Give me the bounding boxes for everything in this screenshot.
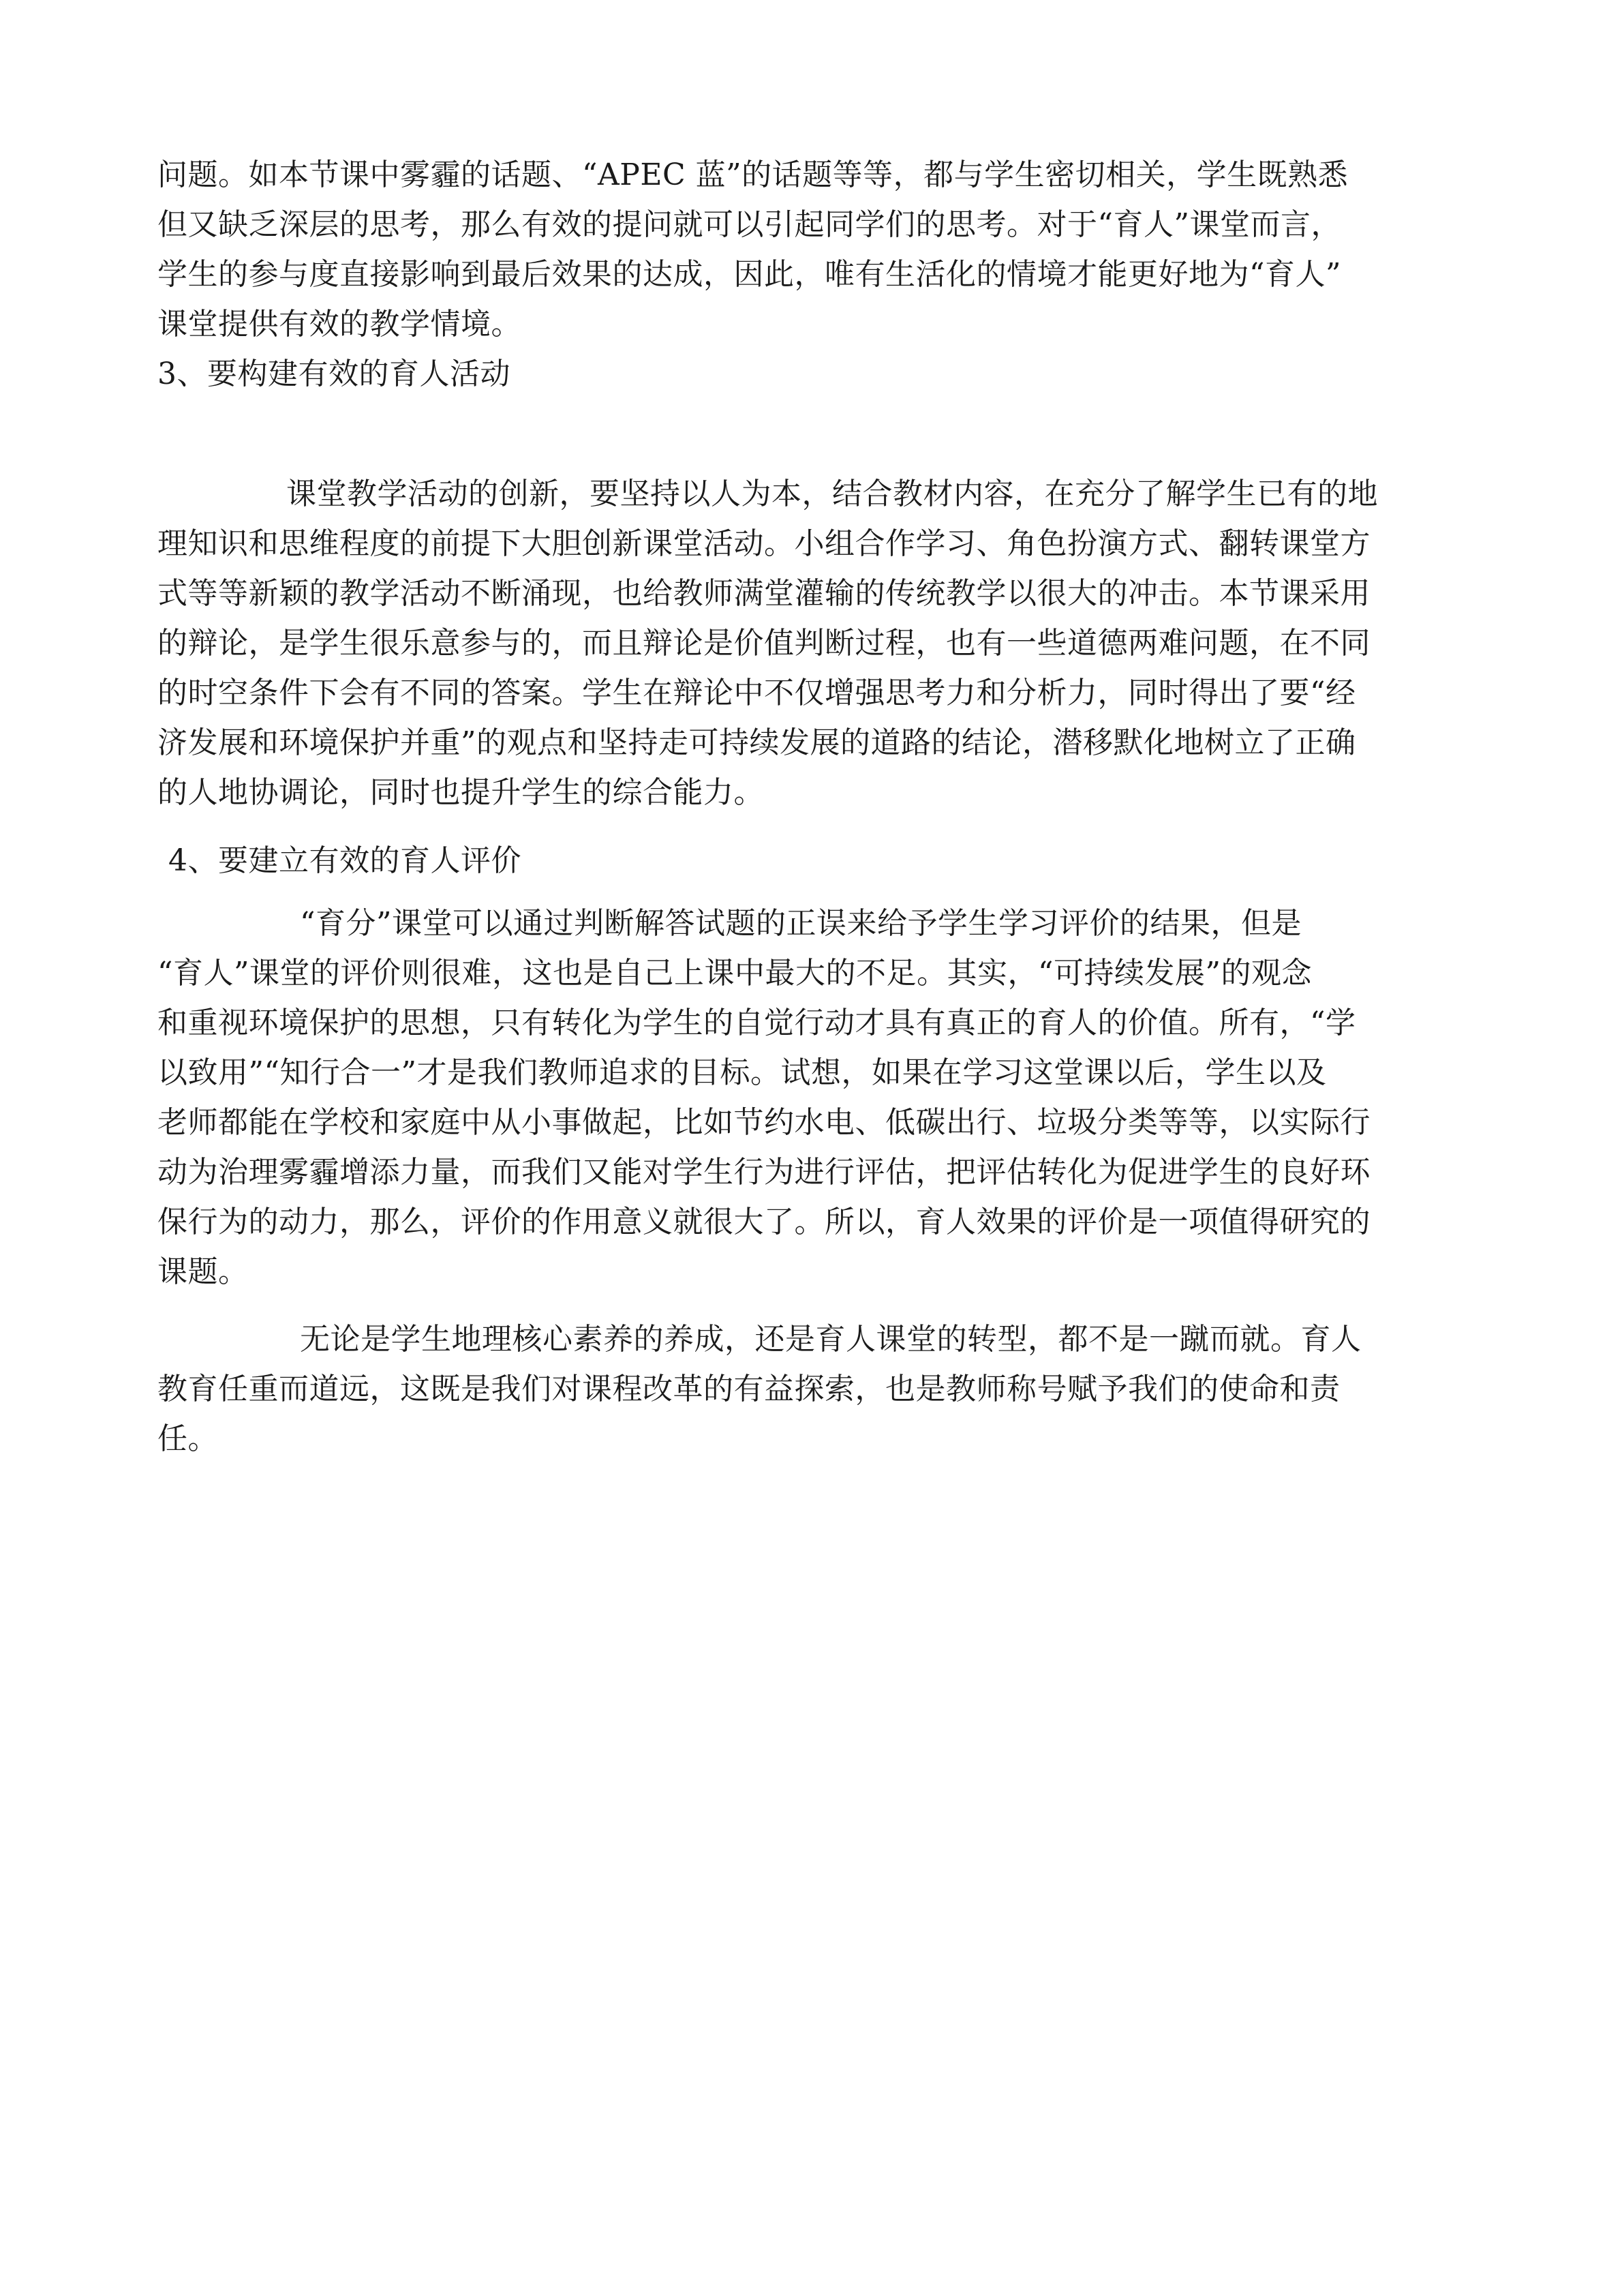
section-heading-4: 4、要建立有效的育人评价 [168,843,521,878]
paragraph-line: 的人地协调论，同时也提升学生的综合能力。 [157,775,764,810]
paragraph-line: 课堂提供有效的教学情境。 [157,307,521,342]
paragraph-line: 老师都能在学校和家庭中从小事做起，比如节约水电、低碳出行、垃圾分类等等，以实际行 [157,1105,1371,1140]
paragraph-line: “育分”课堂可以通过判断解答试题的正误来给予学生学习评价的结果，但是 [300,906,1302,941]
paragraph-line: 课题。 [157,1254,249,1289]
paragraph-line: 任。 [157,1421,218,1456]
paragraph-line: 的辩论，是学生很乐意参与的，而且辩论是价值判断过程，也有一些道德两难问题，在不同 [157,626,1371,661]
paragraph-line: 和重视环境保护的思想，只有转化为学生的自觉行动才具有真正的育人的价值。所有，“学 [157,1006,1356,1040]
paragraph-line: “育人”课堂的评价则很难，这也是自己上课中最大的不足。其实，“可持续发展”的观念 [157,956,1312,991]
paragraph-line: 理知识和思维程度的前提下大胆创新课堂活动。小组合作学习、角色扮演方式、翻转课堂方 [157,526,1371,561]
paragraph-line: 教育任重而道远，这既是我们对课程改革的有益探索，也是教师称号赋予我们的使命和责 [157,1372,1341,1406]
paragraph-line: 保行为的动力，那么，评价的作用意义就很大了。所以，育人效果的评价是一项值得研究的 [157,1205,1371,1239]
paragraph-line: 的时空条件下会有不同的答案。学生在辩论中不仅增强思考力和分析力，同时得出了要“经 [157,676,1356,710]
paragraph-line: 式等等新颖的教学活动不断涌现，也给教师满堂灌输的传统教学以很大的冲击。本节课采用 [157,576,1371,611]
paragraph-line: 学生的参与度直接影响到最后效果的达成，因此，唯有生活化的情境才能更好地为“育人” [157,257,1341,292]
paragraph-line: 但又缺乏深层的思考，那么有效的提问就可以引起同学们的思考。对于“育人”课堂而言， [157,207,1341,242]
section-heading-3: 3、要构建有效的育人活动 [157,357,510,391]
paragraph-line: 以致用”“知行合一”才是我们教师追求的目标。试想，如果在学习这堂课以后，学生以及 [157,1055,1327,1090]
paragraph-line: 课堂教学活动的创新，要坚持以人为本，结合教材内容，在充分了解学生已有的地 [286,477,1378,511]
paragraph-line: 动为治理雾霾增添力量，而我们又能对学生行为进行评估，把评估转化为促进学生的良好环 [157,1155,1371,1190]
paragraph-line: 济发展和环境保护并重”的观点和坚持走可持续发展的道路的结论，潜移默化地树立了正确 [157,725,1356,760]
paragraph-line: 问题。如本节课中雾霾的话题、“APEC 蓝”的话题等等，都与学生密切相关，学生既熟悉 [157,157,1349,192]
paragraph-line: 无论是学生地理核心素养的养成，还是育人课堂的转型，都不是一蹴而就。育人 [300,1322,1362,1357]
